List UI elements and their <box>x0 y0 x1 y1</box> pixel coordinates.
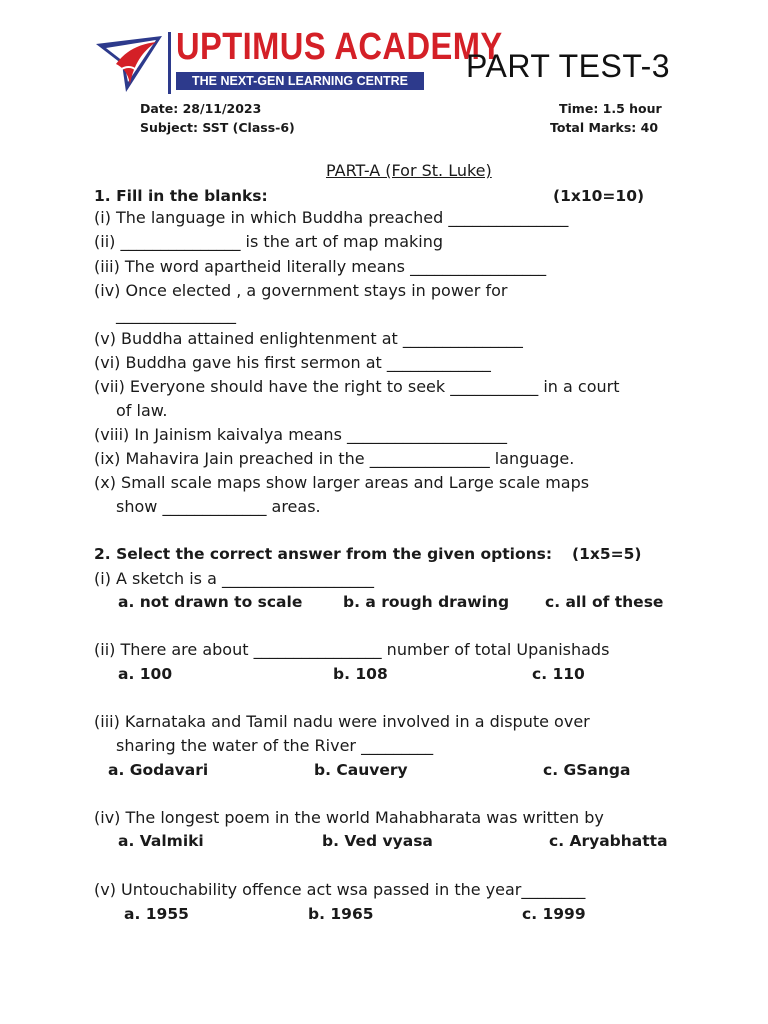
q1-line: _______________ <box>116 305 236 324</box>
q2-question: (v) Untouchability offence act wsa passed in the year________ <box>94 880 586 899</box>
q2-option: b. 108 <box>333 665 388 683</box>
q1-line: of law. <box>116 401 168 420</box>
q2-option: a. not drawn to scale <box>118 593 303 611</box>
test-title: PART TEST-3 <box>466 48 671 84</box>
q2-option: a. Valmiki <box>118 832 204 850</box>
q1-line: (viii) In Jainism kaivalya means ____________________ <box>94 425 507 444</box>
q2-option: c. Aryabhatta <box>549 832 668 850</box>
q2-option: a. 100 <box>118 665 173 683</box>
part-a-title: PART-A (For St. Luke) <box>326 161 492 180</box>
q2-option: c. 110 <box>532 665 585 683</box>
academy-logo-icon <box>96 34 164 94</box>
q2-question: (iii) Karnataka and Tamil nadu were involved in a dispute over <box>94 712 590 731</box>
q1-line: (i) The language in which Buddha preached _______________ <box>94 208 569 227</box>
logo-divider <box>168 32 171 94</box>
q2-option: a. 1955 <box>124 905 189 923</box>
exam-time: Time: 1.5 hour <box>559 101 662 116</box>
brand-tagline: THE NEXT-GEN LEARNING CENTRE <box>176 72 424 90</box>
exam-subject: Subject: SST (Class-6) <box>140 120 295 135</box>
q2-question: (i) A sketch is a ___________________ <box>94 569 374 588</box>
exam-total-marks: Total Marks: 40 <box>550 120 659 135</box>
q2-option: b. 1965 <box>308 905 374 923</box>
exam-date: Date: 28/11/2023 <box>140 101 262 116</box>
q1-line: (v) Buddha attained enlightenment at _______________ <box>94 329 523 348</box>
q2-option: b. a rough drawing <box>343 593 510 611</box>
q1-line: (ix) Mahavira Jain preached in the _______________ language. <box>94 449 575 468</box>
q1-line: (ii) _______________ is the art of map making <box>94 232 444 251</box>
q1-line: (iv) Once elected , a government stays in power for <box>94 281 508 300</box>
q2-option: c. all of these <box>545 593 664 611</box>
q1-line: (x) Small scale maps show larger areas and Large scale maps <box>94 473 590 492</box>
q1-line: (vi) Buddha gave his first sermon at _____________ <box>94 353 491 372</box>
q2-question: sharing the water of the River _________ <box>116 736 434 755</box>
q2-option: b. Cauvery <box>314 761 408 779</box>
q1-line: (vii) Everyone should have the right to seek ___________ in a court <box>94 377 620 396</box>
q2-option: b. Ved vyasa <box>322 832 433 850</box>
q2-option: c. 1999 <box>522 905 586 923</box>
q2-heading: 2. Select the correct answer from the given options: <box>94 545 553 563</box>
q1-marks: (1x10=10) <box>553 187 645 205</box>
q2-marks: (1x5=5) <box>572 545 642 563</box>
q2-question: (ii) There are about ________________ number of total Upanishads <box>94 640 610 659</box>
q2-question: (iv) The longest poem in the world Mahabharata was written by <box>94 808 604 827</box>
q2-option: c. GSanga <box>543 761 631 779</box>
q1-heading: 1. Fill in the blanks: <box>94 187 268 205</box>
q2-option: a. Godavari <box>108 761 209 779</box>
q1-line: (iii) The word apartheid literally means _________________ <box>94 257 547 276</box>
q1-line: show _____________ areas. <box>116 497 321 516</box>
brand-name: UPTIMUS ACADEMY <box>176 26 503 68</box>
